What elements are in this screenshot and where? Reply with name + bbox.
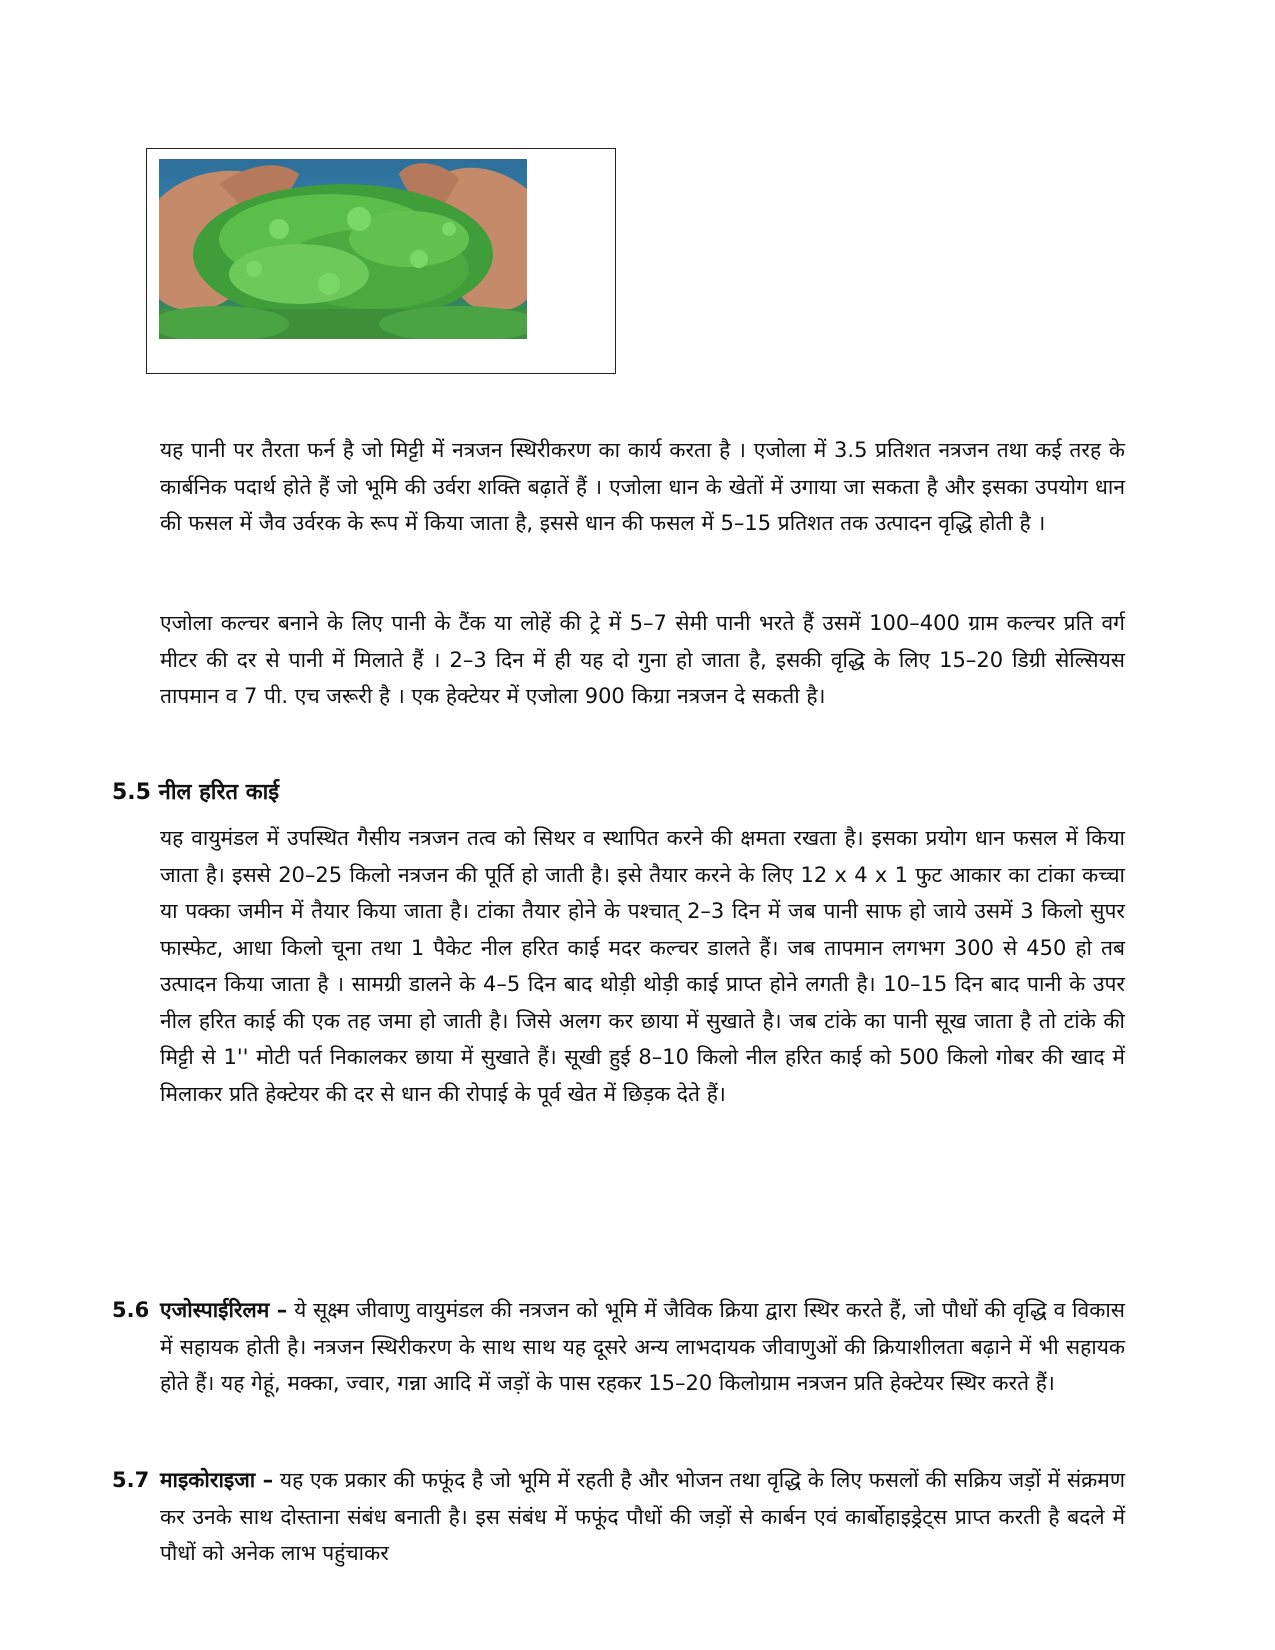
section-number: 5.7 — [112, 1468, 150, 1492]
section-body — [160, 1292, 1125, 1402]
section-5-7 — [112, 1462, 1125, 1572]
azolla-paragraph-1: यह पानी पर तैरता फर्न है जो मिट्टी में नत्रजन स्थिरीकरण का कार्य करता है । एजोला में 3.5 प्रतिशत नत्रजन तथा कई तरह के कार्बनिक पदार्थ होते हैं जो भूमि की उर्वरा शक्ति बढ़ातें हैं । एजोला धान के खेतों में उगाया जा सकता है और इसका उपयोग धान की फसल में जैव उर्वरक के रूप में किया जाता है, इससे धान की फसल में 5–15 प्रतिशत तक उत्पादन वृद्धि होती है । — [160, 438, 1125, 535]
section-heading-5-5: 5.5 नील हरित काई — [112, 780, 280, 805]
section-body — [160, 1462, 1125, 1572]
section-title: माइकोराइजा – — [160, 1468, 274, 1492]
azolla-illustration — [159, 159, 527, 339]
azolla-photo — [159, 159, 527, 339]
azolla-paragraph-2: एजोला कल्चर बनाने के लिए पानी के टैंक या लोहें की ट्रे में 5–7 सेमी पानी भरते हैं उसमें 100–400 ग्राम कल्चर प्रति वर्ग मीटर की दर से पानी में मिलाते हैं । 2–3 दिन में ही यह दो गुना हो जाता है, इसकी वृद्धि के लिए 15–20 डिग्री सेल्सियस तापमान व 7 पी. एच जरूरी है । एक हेक्टेयर में एजोला 900 किग्रा नत्रजन दे सकती है। — [160, 611, 1125, 708]
figure-frame — [146, 148, 616, 374]
section-text: ये सूक्ष्म जीवाणु वायुमंडल की नत्रजन को भूमि में जैविक क्रिया द्वारा स्थिर करते हैं, जो पौधों की वृद्धि व विकास में सहायक होती है। नत्रजन स्थिरीकरण के साथ साथ यह दूसरे अन्य लाभदायक जीवाणुओं की क्रियाशीलता बढ़ाने में भी सहायक होते हैं। यह गेहूं, मक्का, ज्वार, गन्ना आदि में जड़ों के पास रहकर 15–20 किलोग्राम नत्रजन प्रति हेक्टेयर स्थिर करते हैं। — [160, 1298, 1125, 1395]
section-title: एजोस्पाईरिलम – — [160, 1298, 288, 1322]
section-number: 5.6 — [112, 1298, 150, 1322]
blue-green-algae-paragraph: यह वायुमंडल में उपस्थित गैसीय नत्रजन तत्व को सिथर व स्थापित करने की क्षमता रखता है। इसका प्रयोग धान फसल में किया जाता है। इससे 20–25 किलो नत्रजन की पूर्ति हो जाती है। इसे तैयार करने के लिए 12 x 4 x 1 फुट आकार का टांका कच्चा या पक्का जमीन में तैयार किया जाता है। टांका तैयार होने के पश्चात् 2–3 दिन में जब पानी साफ हो जाये उसमें 3 किलो सुपर फास्फेट, आधा किलो चूना तथा 1 पैकेट नील हरित काई मदर कल्चर डालते हैं। जब तापमान लगभग 300 से 450 हो तब उत्पादन किया जाता है । सामग्री डालने के 4–5 दिन बाद थोड़ी थोड़ी काई प्राप्त होने लगती है। 10–15 दिन बाद पानी के उपर नील हरित काई की एक तह जमा हो जाती है। जिसे अलग कर छाया में सुखाते है। जब टांके का पानी सूख जाता है तो टांके की मिट्टी से 1'' मोटी पर्त निकालकर छाया में सुखाते हैं। सूखी हुई 8–10 किलो नील हरित काई को 500 किलो गोबर की खाद में मिलाकर प्रति हेक्टेयर की दर से धान की रोपाई के पूर्व खेत में छिड़क देते हैं। — [160, 826, 1125, 1106]
section-5-6 — [112, 1292, 1125, 1402]
section-text: यह एक प्रकार की फफूंद है जो भूमि में रहती है और भोजन तथा वृद्धि के लिए फसलों की सक्रिय जड़ों में संक्रमण कर उनके साथ दोस्ताना संबंध बनाती है। इस संबंध में फफूंद पौधों की जड़ों से कार्बन एवं कार्बोहाइड्रेट्स प्राप्त करती है बदले में पौधों को अनेक लाभ पहुंचाकर — [160, 1468, 1125, 1565]
